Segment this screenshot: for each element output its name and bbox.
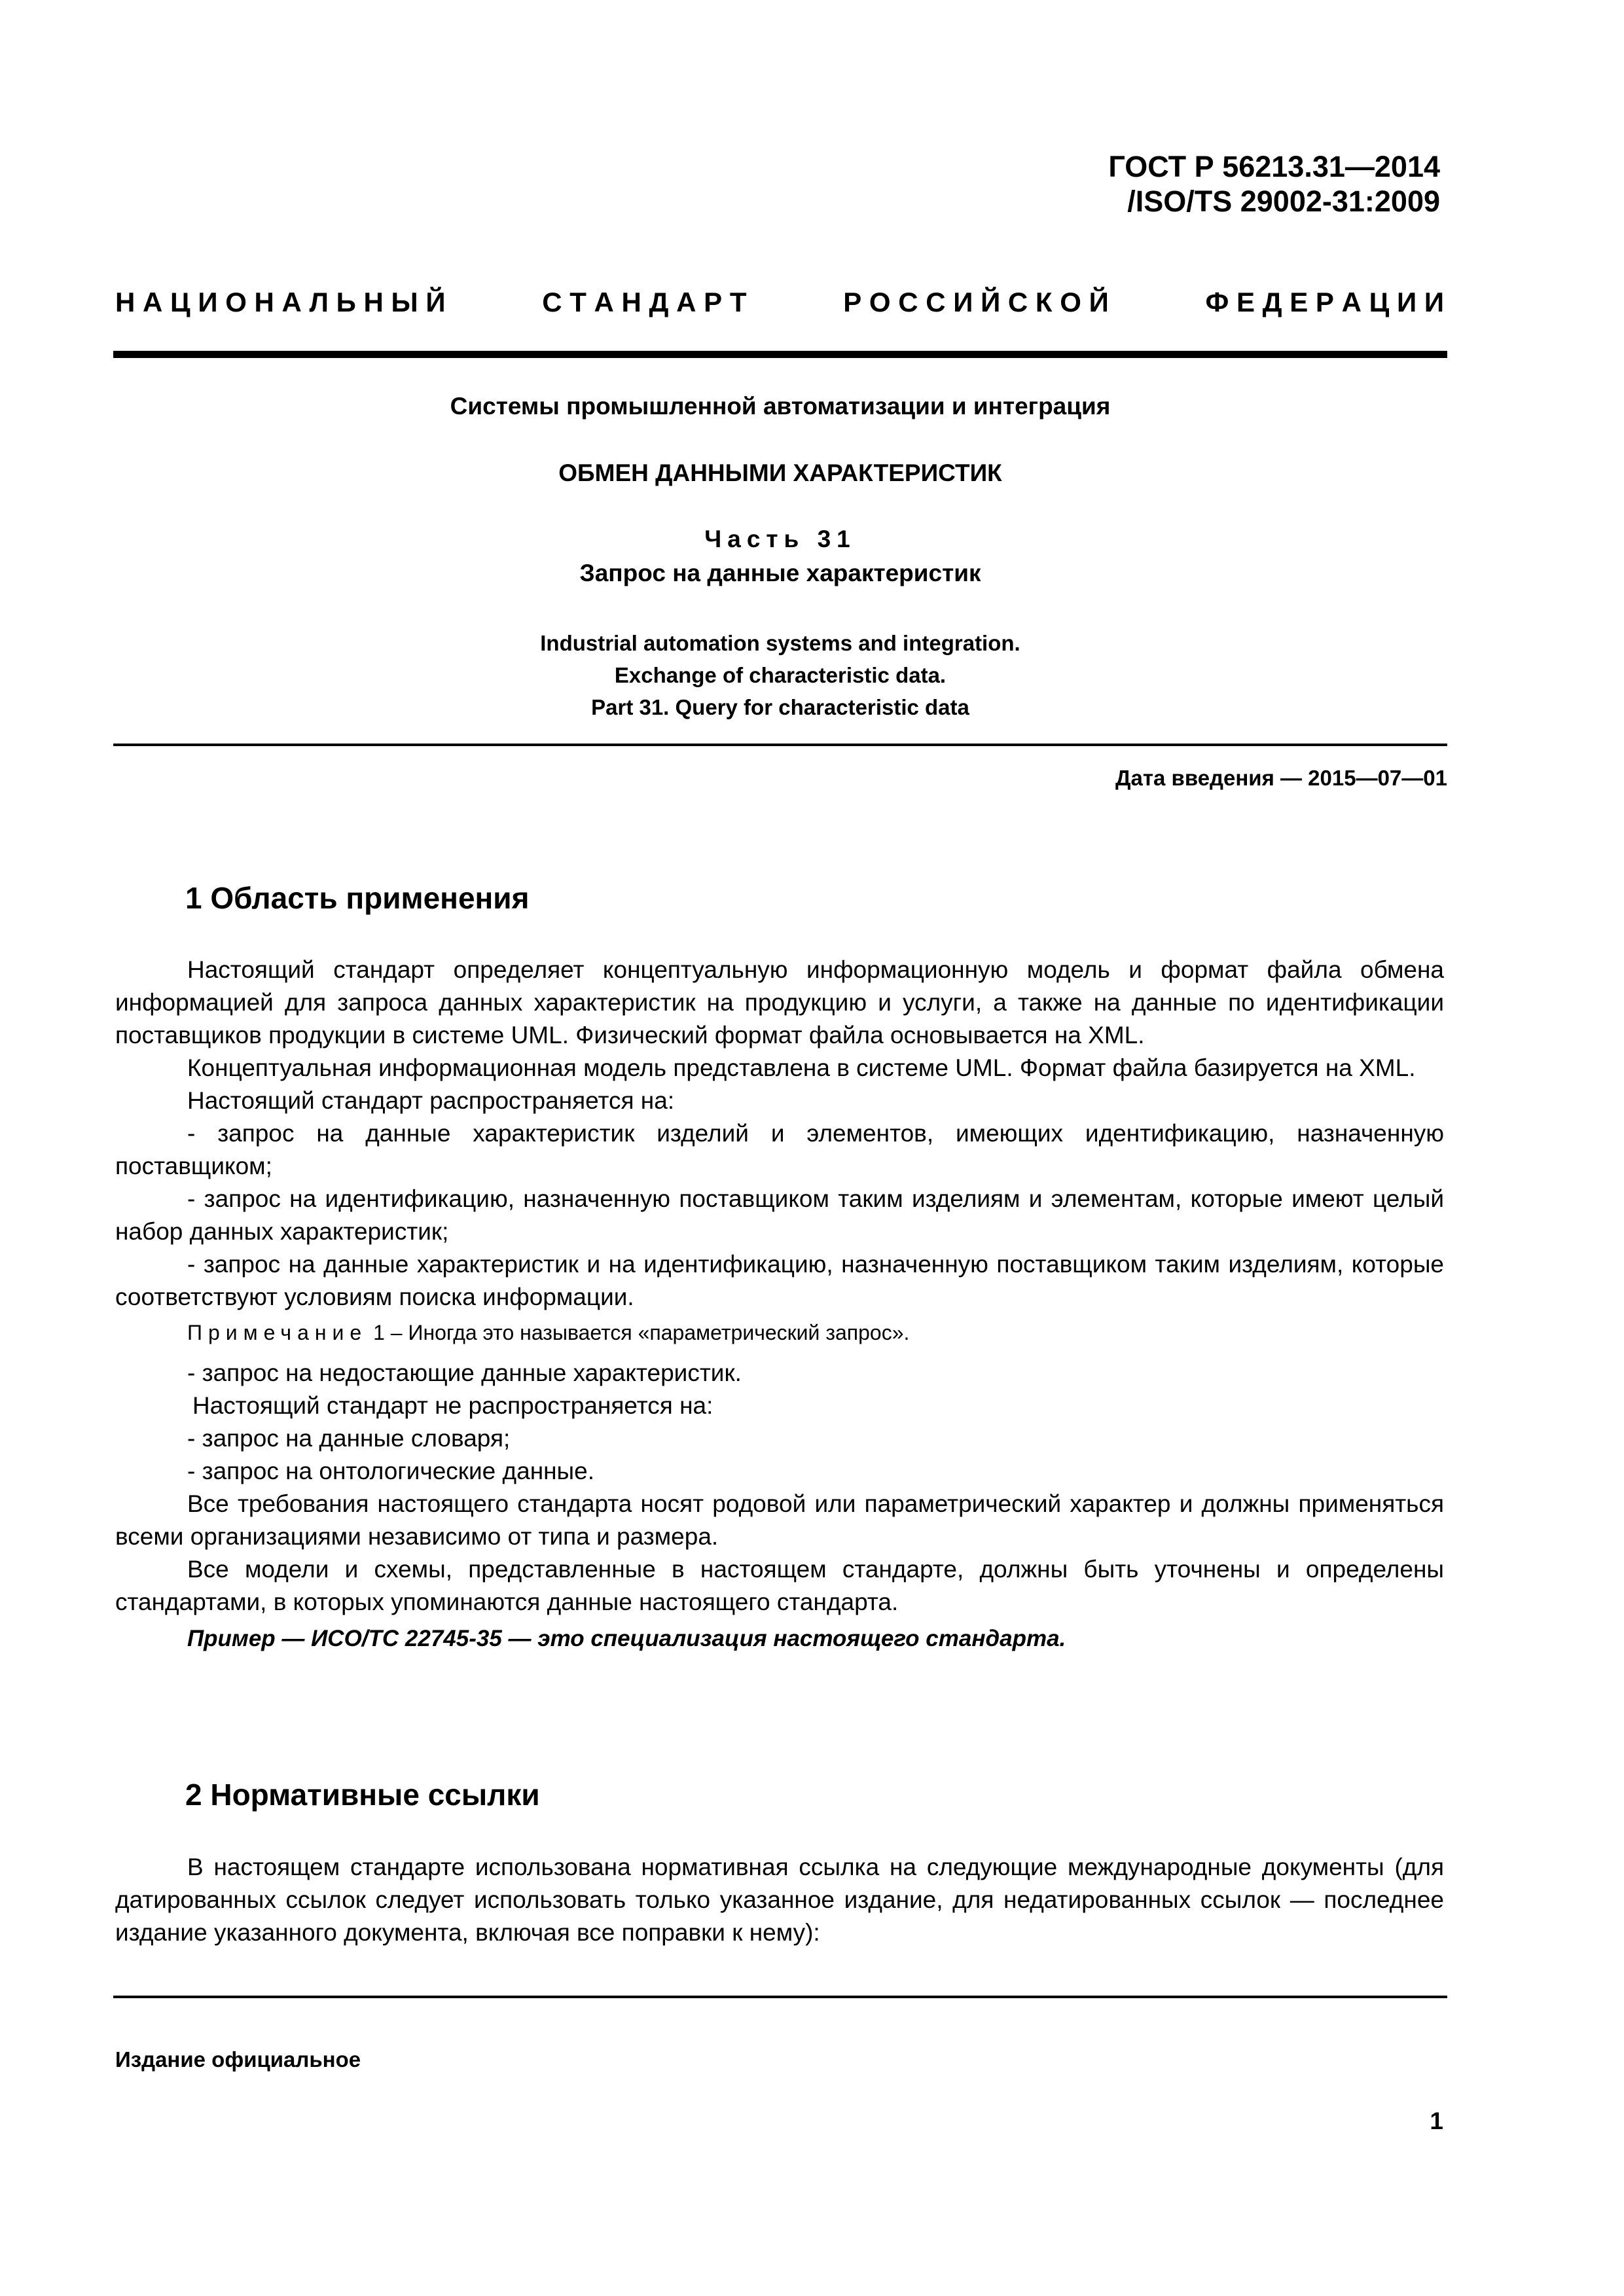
- title-en-line: Industrial automation systems and integration.: [540, 631, 1020, 655]
- list-item: - запрос на недостающие данные характеристик.: [187, 1359, 742, 1386]
- paragraph: Все модели и схемы, представленные в настоящем стандарте, должны быть уточнены и определены стандартами, в которых упоминаются данные настоящего стандарта.: [115, 1556, 1444, 1615]
- title-ru-sub: ОБМЕН ДАННЫМИ ХАРАКТЕРИСТИК: [558, 459, 1002, 486]
- title-ru-part: Часть 31: [704, 526, 856, 552]
- title-rule: [113, 744, 1447, 746]
- list-item: - запрос на данные словаря;: [187, 1425, 511, 1452]
- section-2-body: [115, 1851, 1444, 1949]
- paragraph: Настоящий стандарт распространяется на:: [187, 1087, 675, 1114]
- national-title-word: С Т А Н Д А Р Т: [542, 287, 747, 317]
- section-1-heading: 1 Область применения: [185, 881, 530, 915]
- document-number: [1108, 149, 1440, 219]
- section-2-heading: 2 Нормативные ссылки: [185, 1778, 540, 1812]
- edition-label: Издание официальное: [115, 2047, 361, 2072]
- paragraph: Концептуальная информационная модель представлена в системе UML. Формат файла базируется на XML.: [187, 1054, 1416, 1081]
- page-number: 1: [1430, 2108, 1443, 2134]
- paragraph: В настоящем стандарте использована нормативная ссылка на следующие международные документы (для датированных ссылок следует использовать только указанное издание, для недатированных ссылок — последнее издание указанного документа, включая все поправки к нему):: [115, 1854, 1444, 1946]
- introduction-date: Дата введения — 2015—07—01: [1115, 766, 1447, 790]
- list-item: - запрос на данные характеристик и на идентификацию, назначенную поставщиком таким изделиям, которые соответствуют условиям поиска информации.: [115, 1251, 1444, 1310]
- paragraph: Все требования настоящего стандарта носят родовой или параметрический характер и должны применяться всеми организациями независимо от типа и размера.: [115, 1490, 1444, 1550]
- note-label: Примечание: [187, 1321, 368, 1344]
- title-ru-main: Системы промышленной автоматизации и интеграция: [450, 393, 1111, 420]
- national-title-word: Н А Ц И О Н А Л Ь Н Ы Й: [115, 287, 446, 317]
- national-standard-title: [115, 287, 1444, 318]
- doc-number-iso: /ISO/TS 29002-31:2009: [1127, 185, 1440, 218]
- example: Пример — ИСО/ТС 22745-35 — это специализация настоящего стандарта.: [187, 1626, 1066, 1651]
- list-item: - запрос на идентификацию, назначенную поставщиком таким изделиям и элементам, которые имеют целый набор данных характеристик;: [115, 1185, 1444, 1245]
- paragraph: Настоящий стандарт не распространяется на:: [192, 1392, 713, 1419]
- footer-rule: [113, 1996, 1447, 1998]
- paragraph: Настоящий стандарт определяет концептуальную информационную модель и формат файла обмена информацией для запроса данных характеристик на продукцию и услуги, а также на данные по идентификации поставщиков продукции в системе UML. Физический формат файла основывается на XML.: [115, 956, 1444, 1049]
- header-rule: [113, 351, 1447, 358]
- national-title-word: Ф Е Д Е Р А Ц И И: [1205, 287, 1444, 317]
- title-en: [113, 627, 1447, 723]
- list-item: - запрос на онтологические данные.: [187, 1458, 595, 1484]
- national-title-word: Р О С С И Й С К О Й: [843, 287, 1109, 317]
- note-text: 1 – Иногда это называется «параметрический запрос».: [373, 1321, 910, 1344]
- note: [115, 1316, 1444, 1349]
- title-ru-part-name: Запрос на данные характеристик: [579, 560, 981, 586]
- list-item: - запрос на данные характеристик изделий и элементов, имеющих идентификацию, назначенную поставщиком;: [115, 1120, 1444, 1179]
- doc-number-gost: ГОСТ Р 56213.31—2014: [1108, 150, 1440, 183]
- section-1-body: [115, 954, 1444, 1655]
- title-en-line: Exchange of characteristic data.: [614, 663, 947, 687]
- title-en-line: Part 31. Query for characteristic data: [591, 695, 969, 719]
